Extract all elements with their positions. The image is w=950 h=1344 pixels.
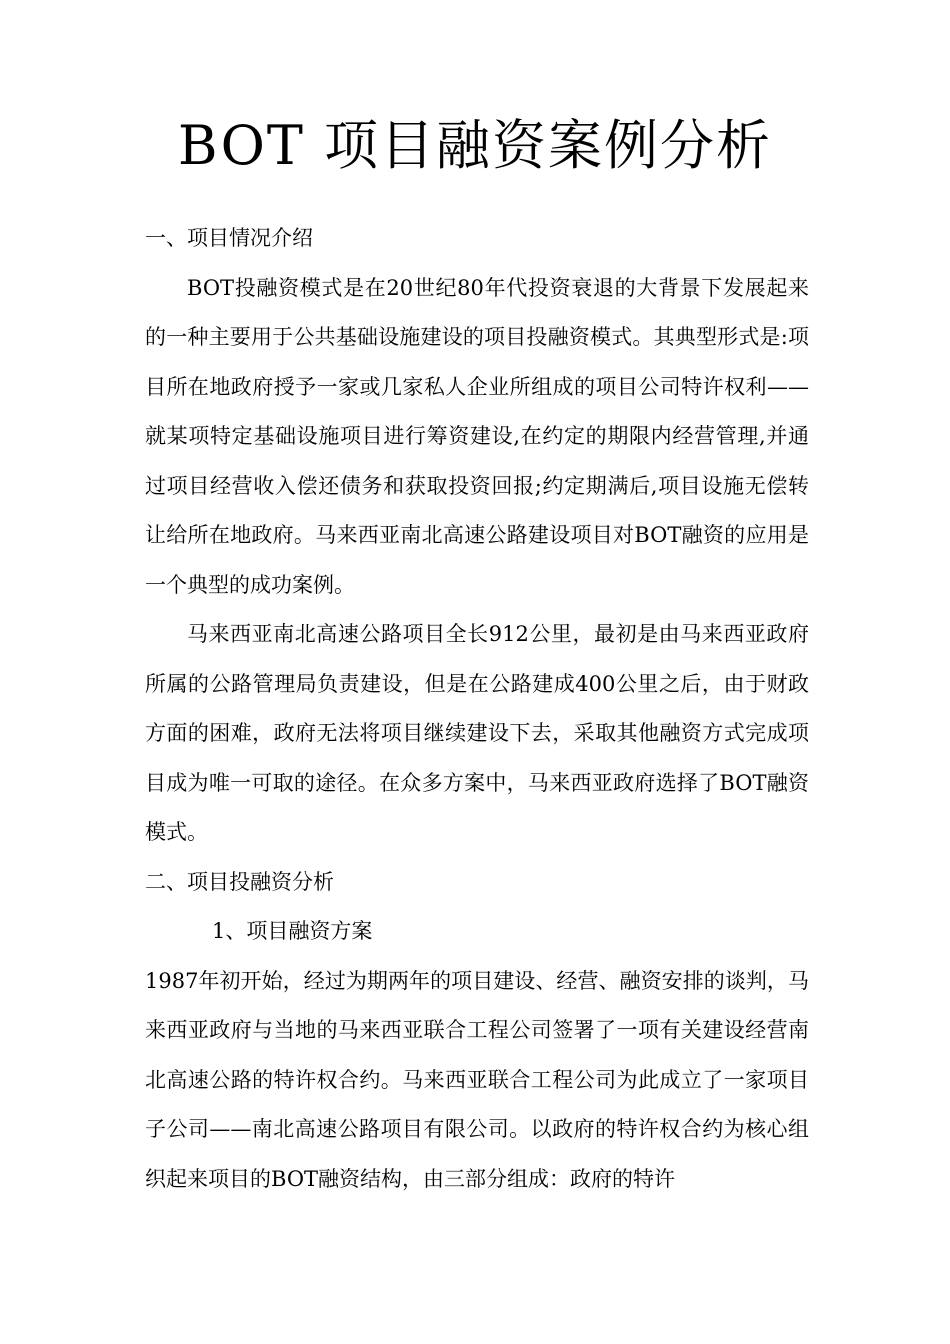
document-body <box>145 214 809 1204</box>
subsection-heading: 1、项目融资方案 <box>212 919 373 943</box>
section-heading: 一、项目情况介绍 <box>145 226 313 250</box>
document-title: BOT 项目融资案例分析 <box>177 114 773 177</box>
section-heading: 二、项目投融资分析 <box>145 869 334 894</box>
paragraph: 1987年初开始，经过为期两年的项目建设、经营、融资安排的谈判，马来西亚政府与当地的马来西亚联合工程公司签署了一项有关建设经营南北高速公路的特许权合约。马来西亚联合工程公司为此成立了一家项目子公司——南北高速公路项目有限公司。以政府的特许权合约为核心组织起来项目的BOT融资结构，由三部分组成：政府的特许 <box>145 968 809 1191</box>
paragraph: 马来西亚南北高速公路项目全长912公里，最初是由马来西亚政府所属的公路管理局负责建设，但是在公路建成400公里之后，由于财政方面的困难，政府无法将项目继续建设下去，采取其他融资方式完成项目成为唯一可取的途径。在众多方案中，马来西亚政府选择了BOT融资模式。 <box>145 622 809 844</box>
paragraph: BOT投融资模式是在20世纪80年代投资衰退的大背景下发展起来的一种主要用于公共基础设施建设的项目投融资模式。其典型形式是:项目所在地政府授予一家或几家私人企业所组成的项目公司特许权利——就某项特定基础设施项目进行筹资建设,在约定的期限内经营管理,并通过项目经营收入偿还债务和获取投资回报;约定期满后,项目设施无偿转让给所在地政府。马来西亚南北高速公路建设项目对BOT融资的应用是一个典型的成功案例。 <box>145 275 809 597</box>
